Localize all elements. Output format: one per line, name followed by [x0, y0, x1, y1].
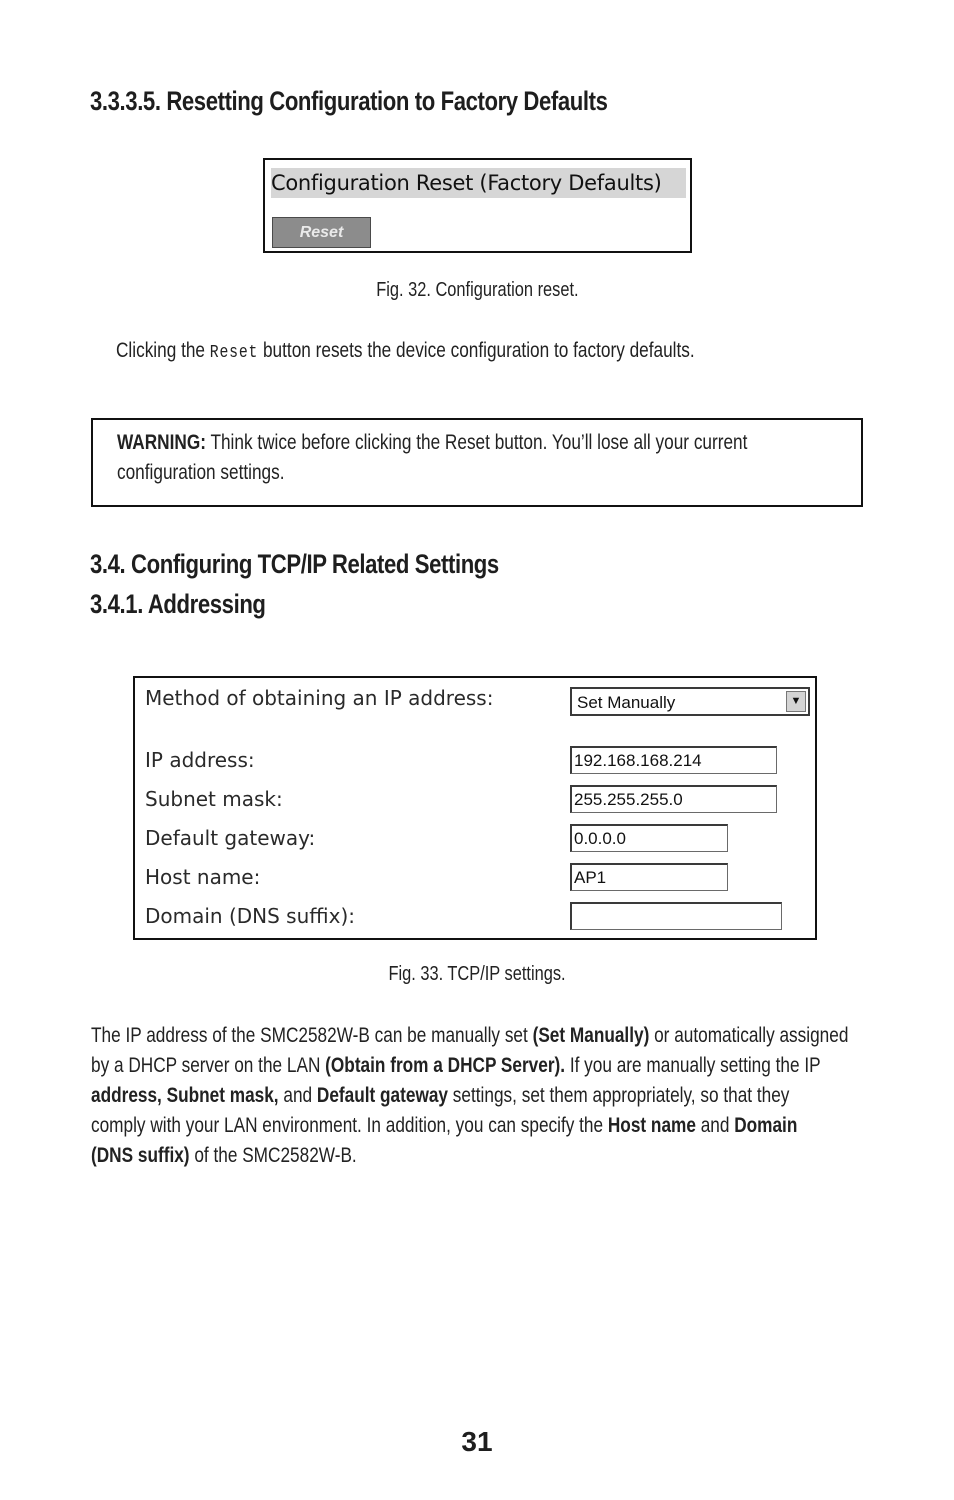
ip-address-input[interactable]: 192.168.168.214: [570, 746, 777, 774]
tcpip-settings-panel: [133, 676, 817, 940]
ip-address-label: IP address:: [145, 748, 255, 772]
method-select-value: Set Manually: [577, 693, 676, 712]
reset-button[interactable]: Reset: [272, 217, 371, 248]
method-label: Method of obtaining an IP address:: [145, 686, 494, 710]
default-gateway-label: Default gateway:: [145, 826, 316, 850]
chevron-down-icon[interactable]: ▼: [786, 691, 806, 712]
default-gateway-input[interactable]: 0.0.0.0: [570, 824, 728, 852]
warning-box: [91, 418, 863, 507]
tcpip-paragraph: The IP address of the SMC2582W-B can be manually set (Set Manually) or automatically assigned by a DHCP server on the LAN (Obtain from a DHCP Server). If you are manually setting the IP address, Subnet mask, and Default gateway settings, set them appropriately, so that they comply with your LAN environment. In addition, you can specify the Host name and Domain (DNS suffix) of the SMC2582W-B.: [91, 1024, 849, 1167]
figure-32-caption: Fig. 32. Configuration reset.: [375, 279, 579, 301]
subnet-mask-input[interactable]: 255.255.255.0: [570, 785, 777, 813]
subnet-mask-label: Subnet mask:: [145, 787, 283, 811]
host-name-label: Host name:: [145, 865, 261, 889]
host-name-input[interactable]: AP1: [570, 863, 728, 891]
reset-code-text: Reset: [209, 343, 259, 363]
section-heading-3-4-1: 3.4.1. Addressing: [90, 589, 266, 619]
configuration-reset-panel: [263, 158, 692, 253]
warning-text: WARNING: Think twice before clicking the Reset button. You’ll lose all your current configuration settings.: [117, 431, 748, 484]
method-select[interactable]: [570, 687, 810, 716]
reset-paragraph: Clicking the Reset button resets the device configuration to factory defaults.: [116, 339, 695, 363]
domain-input[interactable]: [570, 902, 782, 930]
section-heading-3-4: 3.4. Configuring TCP/IP Related Settings: [90, 549, 499, 579]
reset-panel-title: Configuration Reset (Factory Defaults): [271, 168, 686, 198]
page-number: 31: [461, 1426, 493, 1457]
figure-33-caption: Fig. 33. TCP/IP settings.: [388, 963, 566, 985]
warning-label: WARNING:: [117, 431, 206, 454]
section-heading-3-3-3-5: 3.3.3.5. Resetting Configuration to Factory Defaults: [90, 86, 608, 116]
domain-label: Domain (DNS suffix):: [145, 904, 355, 928]
